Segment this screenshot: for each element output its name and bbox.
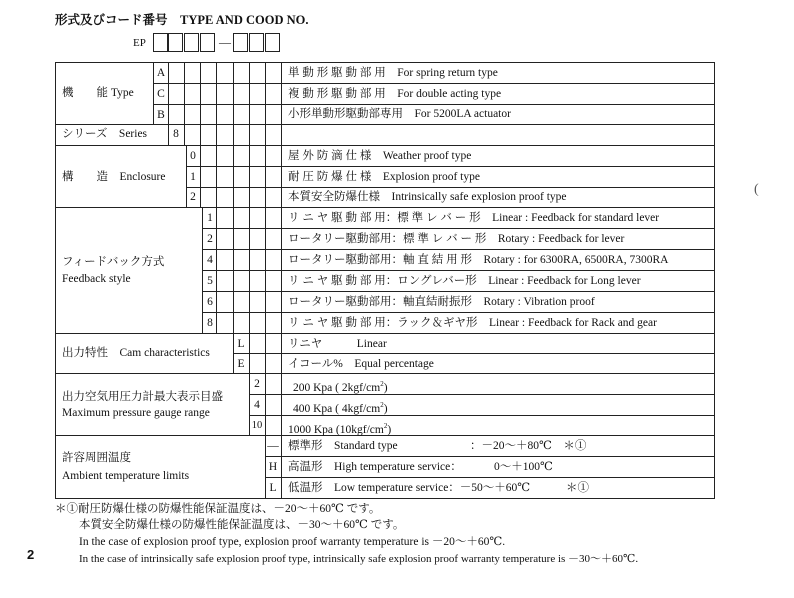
footnote: In the case of explosion proof type, explosion proof warranty temperature is －20～＋60℃.	[79, 536, 506, 548]
column-line	[249, 62, 250, 435]
rule	[202, 312, 715, 313]
code-box-4	[200, 33, 215, 52]
gauge-row-end: )	[383, 402, 388, 415]
ambient-label-jp: 許容周囲温度	[62, 452, 131, 464]
feedback-row: リ ニ ヤ 駆 動 部 用：ロングレバー形 Linear : Feedback for Long lever	[288, 275, 641, 287]
type-row: 単 動 形 駆 動 部 用 For spring return type	[288, 67, 498, 79]
cam-row: イコール% Equal percentage	[288, 358, 434, 370]
gauge-row-sup: 2	[380, 401, 384, 409]
column-line	[216, 62, 217, 333]
ambient-row-name: 標準形 Standard type	[288, 440, 398, 452]
rule	[202, 270, 715, 271]
enclosure-row: 耐 圧 防 爆 仕 様 Explosion proof type	[288, 171, 480, 183]
type-code-b: B	[157, 109, 165, 121]
feedback-row: ロータリー駆動部用：軸直結耐振形 Rotary : Vibration proof	[288, 296, 595, 308]
gauge-code: 2	[254, 378, 260, 390]
rule	[202, 249, 715, 250]
ep-prefix-label: EP	[133, 37, 146, 49]
feedback-label-en: Feedback style	[62, 273, 131, 285]
rule	[153, 83, 715, 84]
column-line	[281, 62, 282, 498]
column-line	[184, 62, 185, 145]
series-label: シリーズ Series	[62, 128, 148, 140]
feedback-code: 6	[207, 296, 213, 308]
enclosure-code: 2	[190, 191, 196, 203]
cam-row: リニヤ Linear	[288, 338, 387, 350]
gauge-row-main: 200 Kpa ( 2kgf/cm	[293, 381, 381, 394]
gauge-row-main: 400 Kpa ( 4kgf/cm	[293, 402, 381, 415]
code-box-7	[265, 33, 280, 52]
rule	[55, 333, 715, 334]
gauge-label-en: Maximum pressure gauge range	[62, 407, 210, 419]
rule	[55, 498, 715, 499]
ambient-row-name: 高温形 High temperature service：	[288, 461, 462, 473]
rule	[265, 456, 715, 457]
rule	[55, 373, 715, 374]
code-dash: —	[219, 35, 231, 49]
feedback-code: 2	[207, 233, 213, 245]
gauge-code: 4	[254, 399, 260, 411]
ambient-code: —	[267, 440, 279, 452]
code-box-2	[168, 33, 183, 52]
page-heading: 形式及びコード番号 TYPE AND COOD NO.	[55, 13, 309, 27]
ambient-row-range: 0～＋100℃	[494, 461, 553, 473]
rule	[153, 104, 715, 105]
gauge-code: 10	[251, 420, 263, 431]
scan-edge-mark: (	[754, 182, 759, 197]
enclosure-row: 本質安全防爆仕様 Intrinsically safe explosion proof type	[288, 191, 567, 203]
gauge-row	[288, 419, 391, 437]
column-line	[168, 62, 169, 145]
ambient-code: H	[268, 461, 278, 473]
code-box-1	[153, 33, 168, 52]
feedback-row: ロータリー駆動部用：標 準 レ バ ー 形 Rotary : Feedback for lever	[288, 233, 625, 245]
rule	[202, 228, 715, 229]
gauge-row-sup: 2	[380, 380, 384, 388]
type-label: 機 能 Type	[62, 87, 134, 99]
column-line	[202, 207, 203, 333]
enclosure-code: 1	[190, 171, 196, 183]
cam-code-l: L	[237, 338, 245, 350]
rule	[265, 477, 715, 478]
rule	[55, 145, 715, 146]
ambient-row-name: 低温形 Low temperature service：－50～＋60℃	[288, 482, 531, 494]
feedback-code: 1	[207, 212, 213, 224]
column-line	[200, 62, 201, 207]
gauge-row	[293, 377, 388, 395]
rule	[202, 291, 715, 292]
feedback-row: リ ニ ヤ 駆 動 部 用：ラック＆ギヤ形 Linear : Feedback for Rack and gear	[288, 317, 657, 329]
enclosure-label: 構 造 Enclosure	[62, 171, 166, 183]
enclosure-code: 0	[190, 150, 196, 162]
rule	[714, 62, 715, 499]
feedback-code: 4	[207, 254, 213, 266]
rule	[233, 353, 715, 354]
ambient-row-range: ：－20～＋80℃ ＊①	[470, 440, 587, 452]
rule	[55, 207, 715, 208]
type-row: 小形単動形駆動部専用 For 5200LA actuator	[288, 108, 511, 120]
gauge-row-main: 1000 Kpa (10kgf/cm	[288, 423, 384, 436]
footnote: ＊①耐圧防爆仕様の防爆性能保証温度は、－20～＋60℃ です。	[55, 503, 381, 515]
cam-code-e: E	[237, 358, 245, 370]
type-row: 複 動 形 駆 動 部 用 For double acting type	[288, 88, 502, 100]
ambient-label-en: Ambient temperature limits	[62, 470, 190, 482]
gauge-row-end: )	[383, 381, 388, 394]
cam-label: 出力特性 Cam characteristics	[62, 347, 210, 359]
feedback-row: ロータリー駆動部用：軸 直 結 用 形 Rotary : for 6300RA, 6500RA, 7300RA	[288, 254, 669, 266]
gauge-label-jp: 出力空気用圧力計最大表示目盛	[62, 391, 223, 403]
gauge-row-sup: 2	[383, 422, 388, 430]
type-code-a: A	[156, 67, 166, 79]
footnote: In the case of intrinsically safe explosion proof type, intrinsically safe explosion proof warranty temperature is －30～＋60℃.	[79, 553, 639, 565]
feedback-label-jp: フィードバック方式	[62, 256, 165, 268]
gauge-row-end: )	[387, 423, 392, 436]
rule	[55, 124, 715, 125]
rule	[55, 62, 56, 499]
page-number: 2	[27, 547, 35, 562]
column-line	[233, 62, 234, 373]
series-code: 8	[173, 128, 179, 140]
rule	[55, 62, 715, 63]
feedback-row: リ ニ ヤ 駆 動 部 用：標 準 レ バ ー 形 Linear : Feedback for standard lever	[288, 212, 660, 224]
footnote: 本質安全防爆仕様の防爆性能保証温度は、－30～＋60℃ です。	[79, 519, 405, 531]
feedback-code: 5	[207, 275, 213, 287]
type-code-c: C	[157, 88, 165, 100]
code-box-5	[233, 33, 248, 52]
gauge-row	[293, 398, 388, 416]
column-line	[153, 62, 154, 124]
code-box-6	[249, 33, 264, 52]
enclosure-row: 屋 外 防 滴 仕 様 Weather proof type	[288, 150, 472, 162]
ambient-row-range: ＊①	[566, 482, 589, 494]
ambient-code: L	[269, 482, 277, 494]
feedback-code: 8	[207, 317, 213, 329]
code-box-3	[184, 33, 199, 52]
